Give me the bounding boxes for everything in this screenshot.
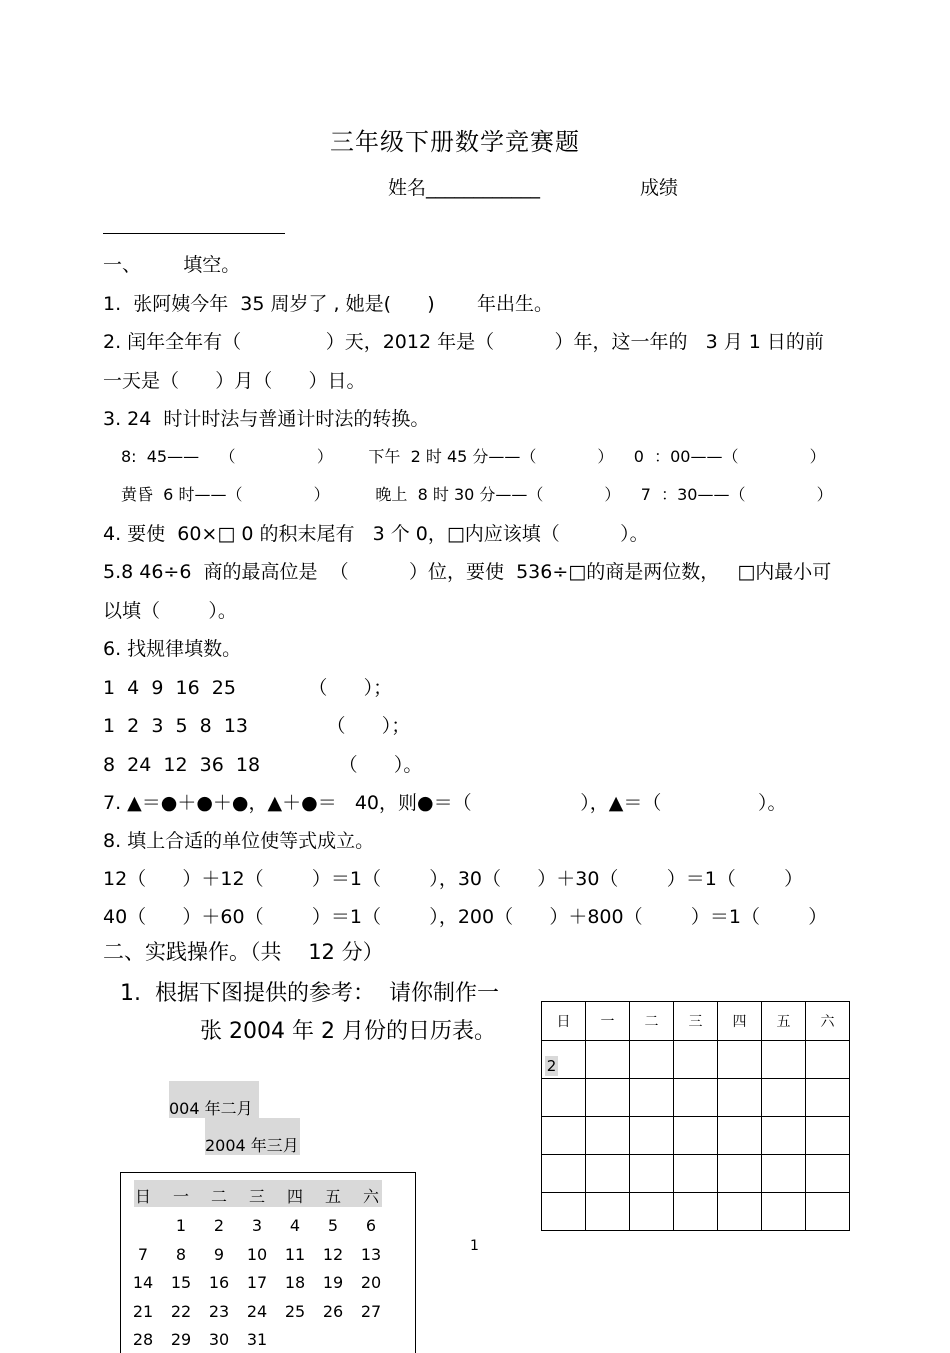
grid-cell[interactable]: [674, 1155, 718, 1193]
grid-cell[interactable]: [762, 1155, 806, 1193]
grid-cell[interactable]: [806, 1041, 850, 1079]
reference-day: 18: [284, 1273, 306, 1292]
reference-weekday: 三: [248, 1187, 265, 1206]
reference-weekday: 日: [134, 1187, 151, 1206]
grid-cell[interactable]: [630, 1079, 674, 1117]
grid-cell[interactable]: [586, 1117, 630, 1155]
feb-calendar-label: 004 年二月: [169, 1099, 253, 1118]
mar-calendar-label: 2004 年三月: [205, 1136, 299, 1155]
grid-weekday: 三: [674, 1002, 718, 1041]
grid-cell[interactable]: [586, 1155, 630, 1193]
grid-cell[interactable]: [674, 1079, 718, 1117]
grid-cell[interactable]: [806, 1193, 850, 1231]
question-3-row1: 8: 45—— （ ） 下午 2 时 45 分——（ ） 0 ：00——（ ）: [121, 447, 826, 466]
page-title: 三年级下册数学竞赛题: [330, 128, 580, 156]
grid-cell[interactable]: [674, 1041, 718, 1079]
grid-cell[interactable]: [630, 1117, 674, 1155]
reference-day: 20: [360, 1273, 382, 1292]
reference-weekday: 二: [210, 1187, 227, 1206]
grid-cell[interactable]: [542, 1041, 586, 1079]
reference-weekday: 四: [286, 1187, 303, 1206]
grid-cell[interactable]: [806, 1117, 850, 1155]
grid-cell[interactable]: [718, 1117, 762, 1155]
reference-day: 7: [137, 1245, 149, 1264]
reference-day: 21: [132, 1302, 154, 1321]
practice-task-line2: 张 2004 年 2 月份的日历表。: [200, 1019, 496, 1044]
reference-day: 6: [365, 1216, 377, 1235]
page-number: 1: [470, 1238, 479, 1254]
grid-cell[interactable]: [718, 1155, 762, 1193]
name-field-label: 姓名____________: [388, 177, 541, 199]
grid-cell[interactable]: [542, 1117, 586, 1155]
question-3: 3. 24 时计时法与普通计时法的转换。: [103, 408, 430, 430]
grid-weekday: 一: [586, 1002, 630, 1041]
reference-day: 25: [284, 1302, 306, 1321]
question-3-row2: 黄昏 6 时——（ ） 晚上 8 时 30 分——（ ） 7 ：30——（ ）: [121, 485, 833, 504]
reference-day: 22: [170, 1302, 192, 1321]
grid-cell[interactable]: [762, 1117, 806, 1155]
reference-day: 31: [246, 1330, 268, 1349]
reference-day: 1: [175, 1216, 187, 1235]
question-6-sequence1: 1 4 9 16 25 （ ）；: [103, 677, 393, 699]
reference-day: 26: [322, 1302, 344, 1321]
grid-weekday: 日: [542, 1002, 586, 1041]
reference-day: 17: [246, 1273, 268, 1292]
question-6-sequence3: 8 24 12 36 18 （ ）。: [103, 754, 423, 776]
question-2-line1: 2. 闰年全年有（ ）天，2012 年是（ ）年，这一年的 3 月 1 日的前: [103, 331, 824, 353]
grid-cell[interactable]: [586, 1079, 630, 1117]
question-2-line2: 一天是（ ）月（ ）日。: [103, 370, 366, 392]
grid-cell[interactable]: [586, 1041, 630, 1079]
grid-cell[interactable]: [718, 1193, 762, 1231]
grid-cell[interactable]: [542, 1155, 586, 1193]
reference-day: 3: [251, 1216, 263, 1235]
grid-cell[interactable]: [630, 1041, 674, 1079]
practice-task-line1: 1. 根据下图提供的参考： 请你制作一: [120, 981, 499, 1006]
grid-cell[interactable]: [630, 1155, 674, 1193]
grid-weekday: 四: [718, 1002, 762, 1041]
reference-day: 2: [213, 1216, 225, 1235]
grid-cell[interactable]: [806, 1079, 850, 1117]
question-7: 7. ▲＝●＋●＋●，▲＋●＝ 40，则●＝（ ），▲＝（ ）。: [103, 792, 787, 814]
score-field-label: 成绩: [640, 177, 679, 199]
question-8-row2: 40（ ）＋60（ ）＝1（ ），200（ ）＋800（ ）＝1（ ）: [103, 906, 828, 928]
score-underline: [103, 233, 285, 234]
reference-day: 19: [322, 1273, 344, 1292]
section2-heading: 二、实践操作。（共 12 分）: [103, 940, 384, 964]
reference-weekday: 五: [324, 1187, 341, 1206]
grid-cell[interactable]: [718, 1079, 762, 1117]
section1-heading: 一、 填空。: [103, 254, 241, 276]
grid-weekday: 六: [806, 1002, 850, 1041]
question-4: 4. 要使 60×□ 0 的积末尾有 3 个 0，□内应该填（ ）。: [103, 523, 649, 545]
reference-day: 27: [360, 1302, 382, 1321]
reference-day: 23: [208, 1302, 230, 1321]
grid-cell[interactable]: [762, 1193, 806, 1231]
grid-first-cell-text: 2: [546, 1056, 557, 1075]
reference-day: 14: [132, 1273, 154, 1292]
reference-day: 4: [289, 1216, 301, 1235]
reference-day: 16: [208, 1273, 230, 1292]
reference-weekday: 六: [362, 1187, 379, 1206]
grid-cell[interactable]: [630, 1193, 674, 1231]
question-5-line2: 以填（ ）。: [103, 600, 237, 622]
grid-cell[interactable]: [542, 1193, 586, 1231]
grid-cell[interactable]: [762, 1041, 806, 1079]
grid-weekday: 二: [630, 1002, 674, 1041]
reference-day: 9: [213, 1245, 225, 1264]
question-8: 8. 填上合适的单位使等式成立。: [103, 830, 375, 852]
grid-cell[interactable]: [674, 1193, 718, 1231]
reference-day: 11: [284, 1245, 306, 1264]
grid-cell[interactable]: [718, 1041, 762, 1079]
reference-day: 29: [170, 1330, 192, 1349]
grid-cell[interactable]: [586, 1193, 630, 1231]
reference-weekday: 一: [172, 1187, 189, 1206]
question-6: 6. 找规律填数。: [103, 638, 242, 660]
reference-day: 8: [175, 1245, 187, 1264]
grid-cell[interactable]: [762, 1079, 806, 1117]
reference-day: 15: [170, 1273, 192, 1292]
grid-cell[interactable]: [806, 1155, 850, 1193]
reference-day: 12: [322, 1245, 344, 1264]
reference-day: 13: [360, 1245, 382, 1264]
question-6-sequence2: 1 2 3 5 8 13 （ ）；: [103, 715, 411, 737]
reference-day: 5: [327, 1216, 339, 1235]
reference-day: 28: [132, 1330, 154, 1349]
reference-day: 24: [246, 1302, 268, 1321]
grid-cell[interactable]: [542, 1079, 586, 1117]
reference-day: 10: [246, 1245, 268, 1264]
question-5-line1: 5.8 46÷6 商的最高位是 （ ）位，要使 536÷□的商是两位数， □内最小可: [103, 561, 832, 583]
reference-day: 30: [208, 1330, 230, 1349]
question-8-row1: 12（ ）＋12（ ）＝1（ ），30（ ）＋30（ ）＝1（ ）: [103, 868, 804, 890]
blank-calendar-grid: [541, 1001, 850, 1231]
question-1: 1. 张阿姨今年 35 周岁了 , 她是( ) 年出生。: [103, 293, 553, 315]
grid-weekday: 五: [762, 1002, 806, 1041]
grid-cell[interactable]: [674, 1117, 718, 1155]
